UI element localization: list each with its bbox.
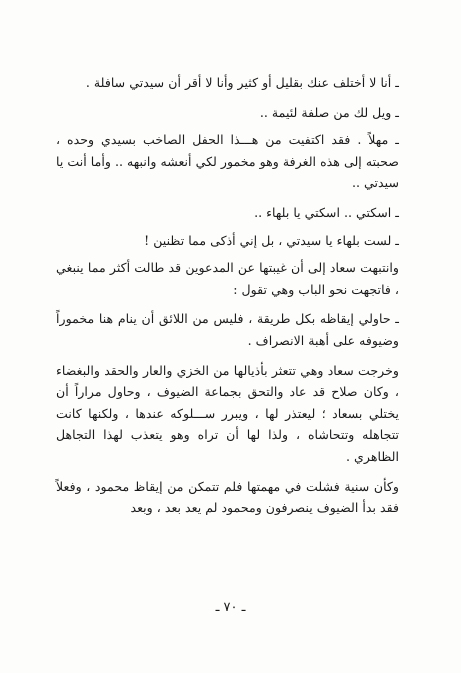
paragraph: ـ مهلاً . فقد اكتفيت من هـــذا الحفل الصاخب بسيدي وحده ، صحبته إلى هذه الغرفة وهو مخمور لكي أنعشه وانبهه .. وأما أنت يا سيدتي .. — [56, 132, 399, 191]
page-number: ـ ٧٠ ـ — [215, 600, 246, 615]
paragraph: وانتبهت سعاد إلى أن غيبتها عن المدعوين قد طالت أكثر مما ينبغي ، فاتجهت نحو الباب وهي تقول : — [56, 260, 399, 297]
paragraph: ـ اسكتي .. اسكتي يا بلهاء .. — [254, 204, 399, 220]
paragraph: ـ أنا لا أختلف عنك بقليل أو كثير وأنا لا أقر أن سيدتي سافلة . — [85, 75, 399, 90]
paragraph: ـ ويل لك من صلفة لئيمة .. — [259, 104, 399, 120]
paragraph: ـ لست بلهاء يا سيدتي ، بل إني أذكى مما تظنين ! — [144, 232, 399, 248]
paragraph: وكأن سنية فشلت في مهمتها فلم تتمكن من إيقاظ محمود ، وفعلاً فقد بدأ الضيوف ينصرفون ومحمود لم يعد بعد ، وبعد — [56, 478, 399, 516]
paragraph: وخرجت سعاد وهي تتعثر بأذيالها من الخزي والعار والحقد والبغضاء ، وكان صلاح قد عاد والتحق بجماعة الضيوف ، وحاول مراراً أن يختلي بسعاد ؛ ليعتذر لها ، ويبرر ســـلوكه عندها ، ولكنها كانت تتجاهله وتتحاشاه ، ولذا لها أن تراه وهو يتعذب لهذا التجاهل الظاهري . — [56, 362, 399, 464]
paragraph: ـ حاولي إيقاظه بكل طريقة ، فليس من اللائق أن ينام هنا مخموراً وضيوفه على أهبة الانصراف . — [56, 311, 399, 348]
page-body-text — [56, 72, 399, 527]
